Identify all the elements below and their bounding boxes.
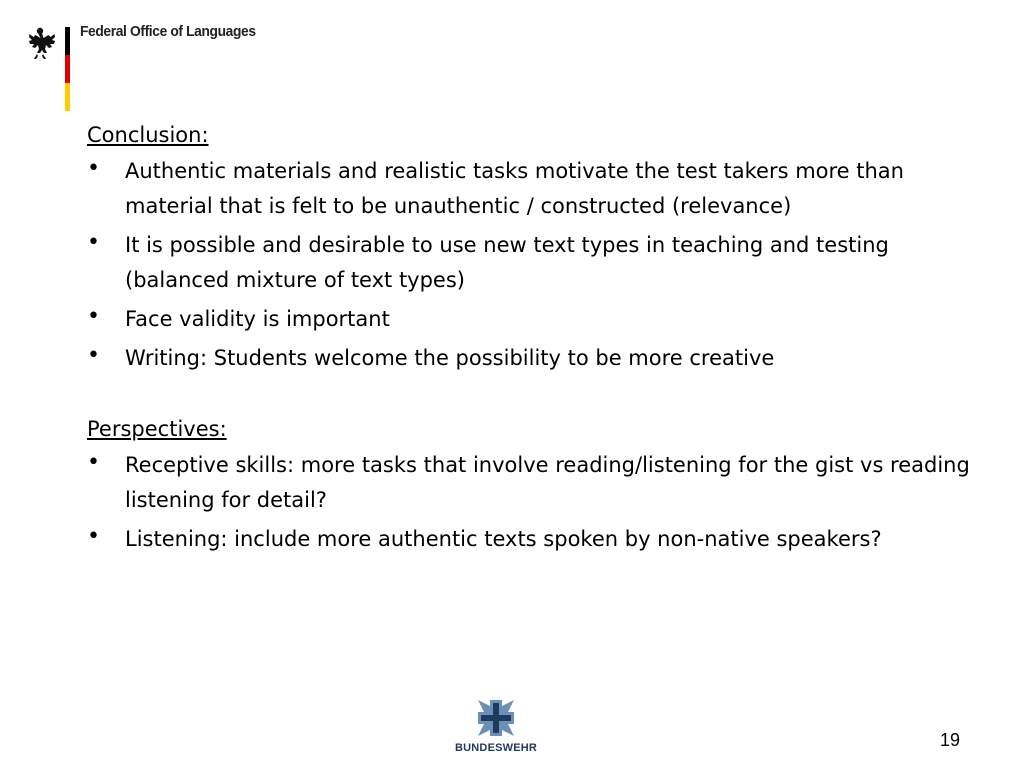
perspectives-heading: Perspectives: [87, 417, 227, 441]
organization-name: Federal Office of Languages [80, 23, 256, 40]
federal-office-logo [22, 22, 322, 116]
bullet-icon: • [87, 230, 100, 255]
list-item: • It is possible and desirable to use new text types in teaching and testing (balanced mixture of text types) [87, 230, 889, 292]
list-item: • Authentic materials and realistic tasks motivate the test takers more than material that is felt to be unauthentic / constructed (relevance) [87, 156, 904, 218]
slide-content [87, 120, 987, 557]
federal-eagle-icon [22, 24, 58, 62]
perspectives-list [87, 448, 987, 557]
bullet-icon: • [87, 343, 100, 368]
bullet-icon: • [87, 450, 100, 475]
bullet-icon: • [87, 156, 100, 181]
conclusion-section [87, 120, 987, 376]
flag-stripe-red [65, 55, 70, 83]
iron-cross-icon [476, 698, 516, 738]
page-number: 19 [940, 730, 961, 750]
section-spacer [87, 376, 987, 414]
list-item: • Receptive skills: more tasks that involve reading/listening for the gist vs reading listening for detail? [87, 450, 970, 512]
bundeswehr-text: BUNDESWEHR [455, 742, 538, 754]
flag-stripe-gold [65, 83, 70, 111]
conclusion-list [87, 154, 987, 376]
list-item: • Writing: Students welcome the possibility to be more creative [87, 343, 775, 370]
perspectives-section [87, 414, 987, 557]
list-item: • Face validity is important [87, 304, 390, 331]
german-flag-bar [65, 27, 70, 111]
bullet-icon: • [87, 304, 100, 329]
bundeswehr-logo [455, 698, 538, 762]
flag-stripe-black [65, 27, 70, 55]
bullet-icon: • [87, 524, 100, 549]
list-item: • Listening: include more authentic texts spoken by non-native speakers? [87, 524, 882, 551]
conclusion-heading: Conclusion: [87, 123, 209, 147]
